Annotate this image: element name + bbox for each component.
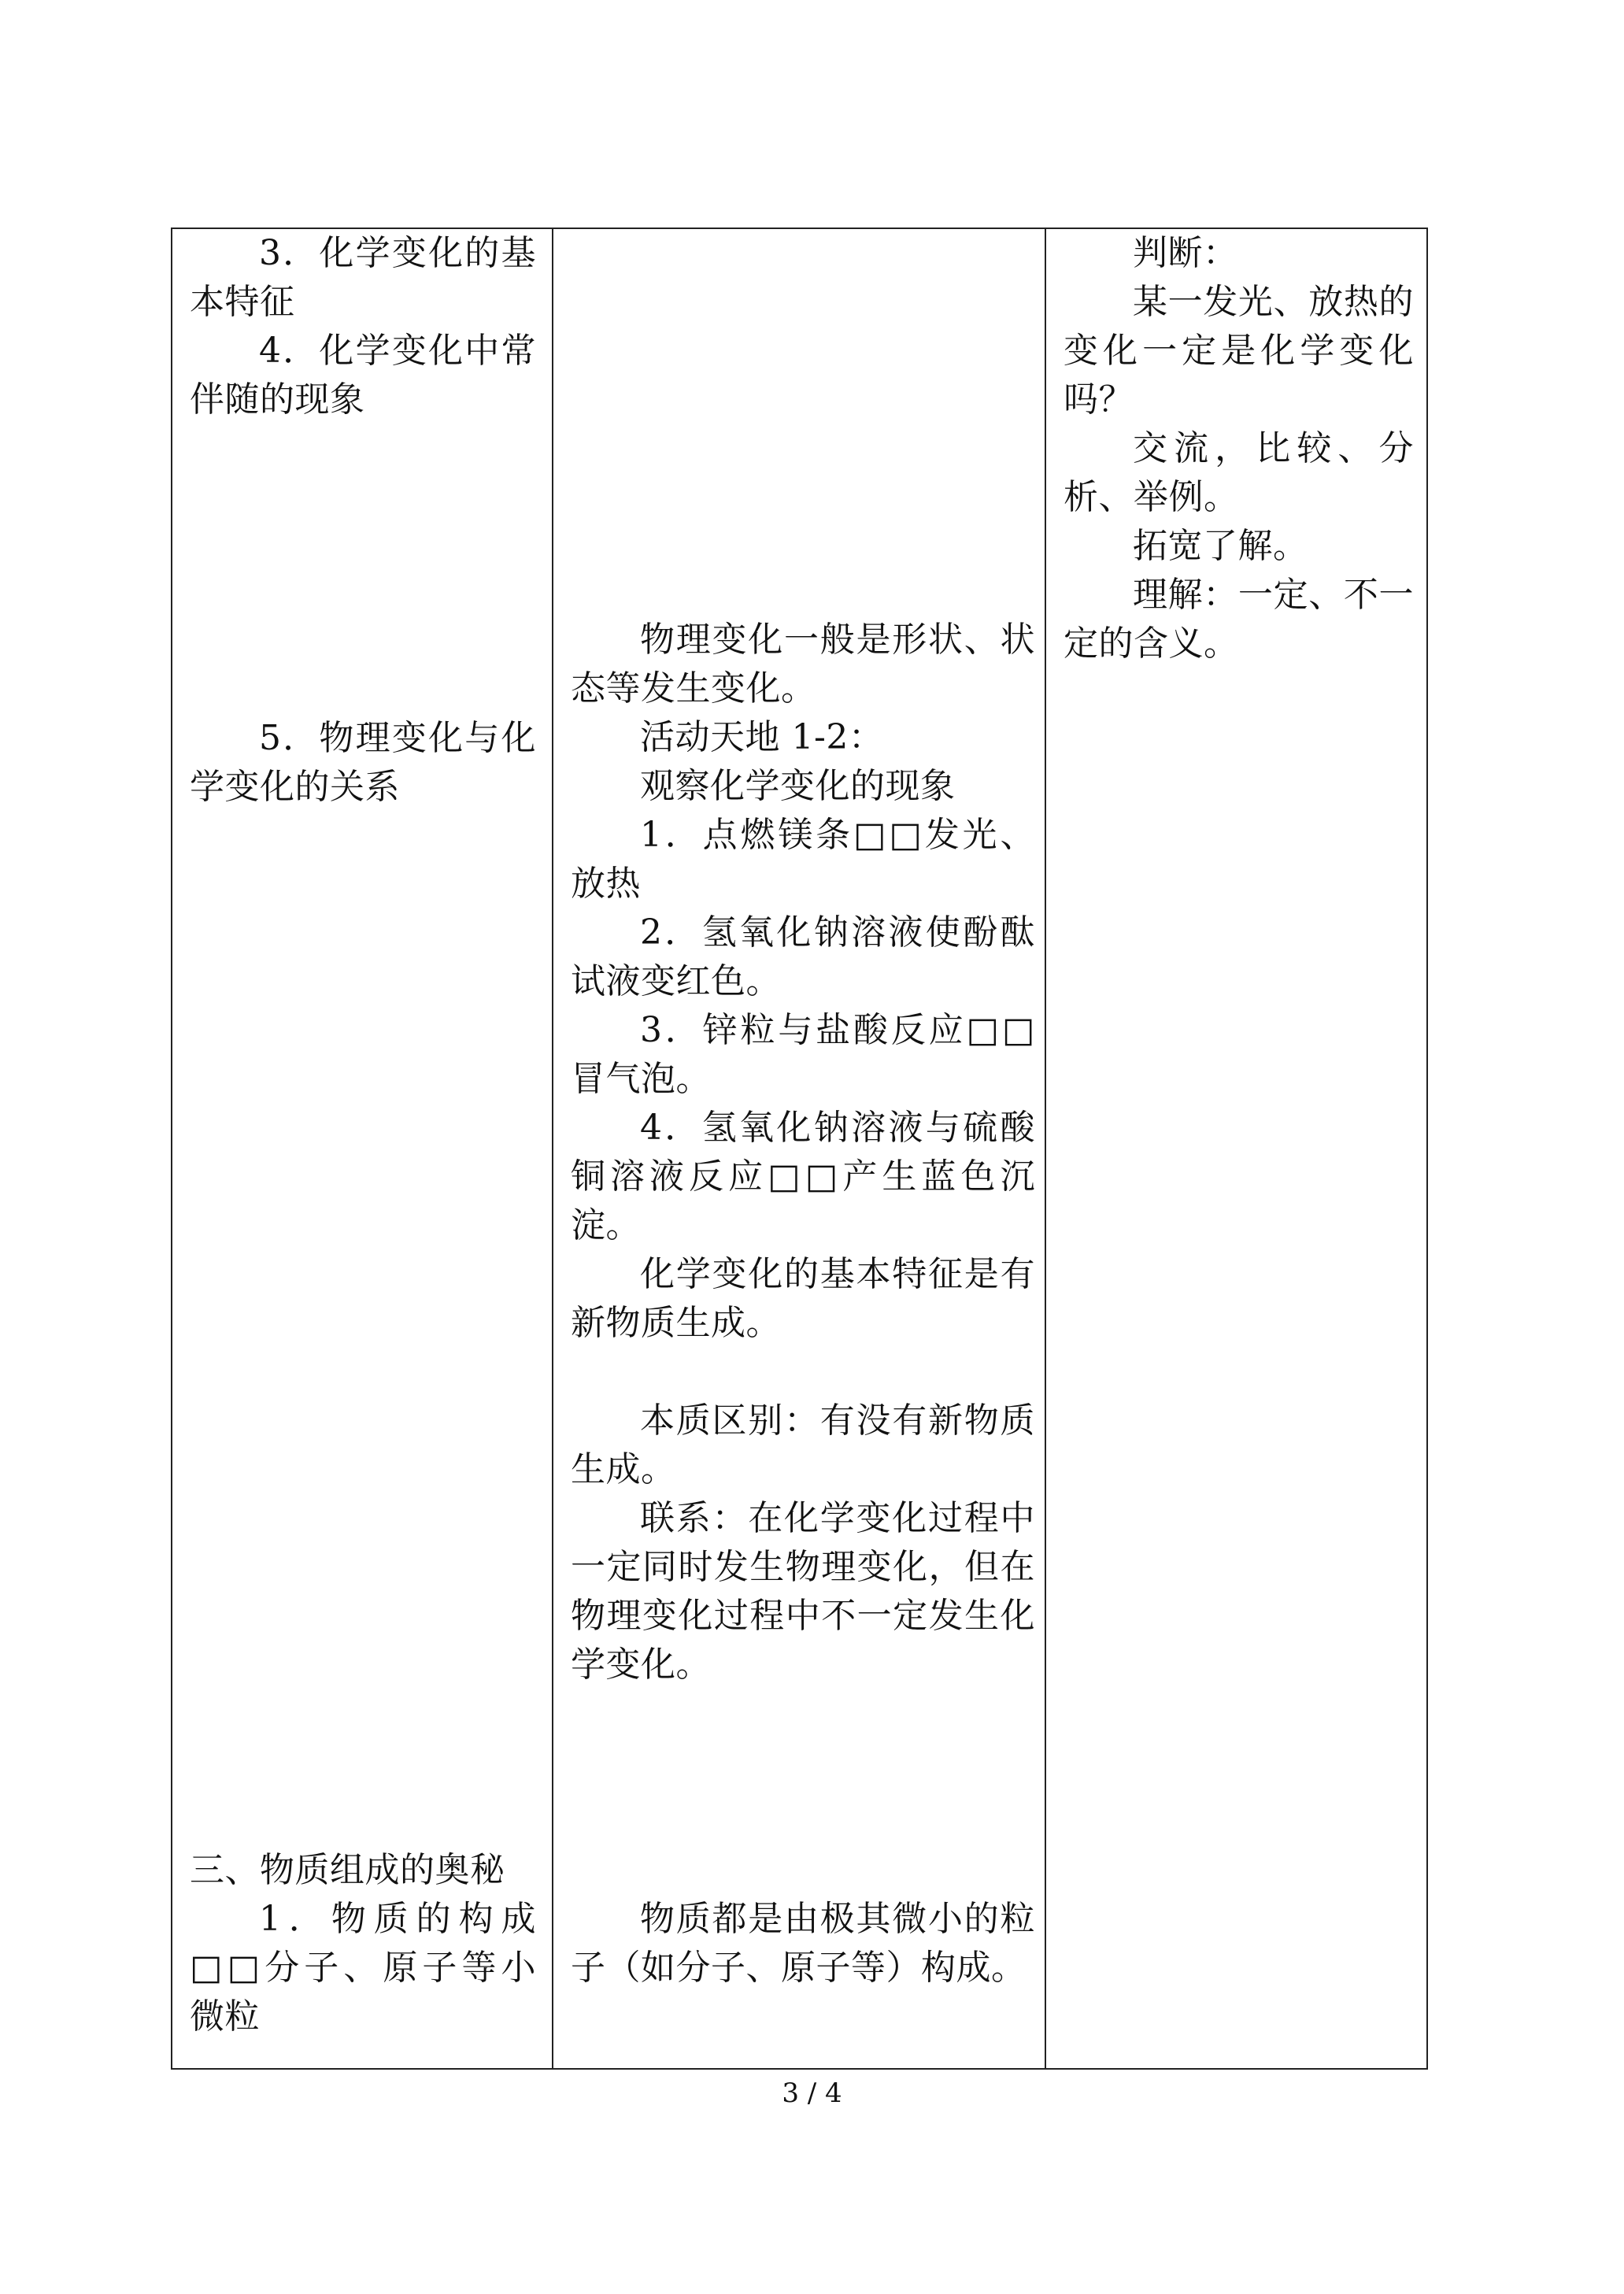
lesson-plan-table [171, 228, 1428, 2070]
content-paragraph: 2．氢氧化钠溶液使酚酞试液变红色。 [571, 912, 1035, 1001]
content-paragraph: 联系：在化学变化过程中一定同时发生物理变化，但在物理变化过程中不一定发生化学变化。 [571, 1498, 1035, 1685]
content-paragraph: 活动天地 1-2： [640, 717, 884, 757]
topic-column [172, 229, 553, 2068]
topic-block-relation [190, 714, 536, 812]
activity-column [1046, 229, 1426, 2068]
topic-item: 5．物理变化与化学变化的关系 [190, 718, 536, 807]
section-heading: 三、物质组成的奥秘 [190, 1850, 505, 1890]
spacer [571, 1348, 1035, 1397]
content-paragraph: 化学变化的基本特征是有新物质生成。 [571, 1254, 1035, 1343]
content-paragraph: 本质区别：有没有新物质生成。 [571, 1400, 1035, 1489]
activity-paragraph: 判断： [1133, 233, 1238, 273]
content-paragraph: 4．氢氧化钠溶液与硫酸铜溶液反应□□产生蓝色沉淀。 [571, 1108, 1035, 1245]
content-block-composition [571, 1895, 1035, 1992]
content-paragraph: 观察化学变化的现象 [640, 766, 956, 806]
topic-block-composition [190, 1846, 536, 2041]
activity-paragraph: 交流，比较、分析、举例。 [1064, 428, 1414, 517]
activity-paragraph: 某一发光、放热的变化一定是化学变化吗？ [1064, 282, 1414, 420]
topic-block-features [190, 229, 536, 424]
content-paragraph: 物质都是由极其微小的粒子（如分子、原子等）构成。 [571, 1899, 1035, 1988]
activity-paragraph: 拓宽了解。 [1133, 526, 1308, 566]
content-paragraph: 1．点燃镁条□□发光、放热 [571, 815, 1035, 904]
page-number: 3 / 4 [782, 2078, 842, 2109]
topic-item: 4．化学变化中常伴随的现象 [190, 331, 536, 420]
activity-paragraph: 理解：一定、不一定的含义。 [1064, 575, 1414, 664]
content-paragraph: 物理变化一般是形状、状态等发生变化。 [571, 620, 1035, 709]
topic-item: 3．化学变化的基本特征 [190, 233, 536, 322]
content-column [553, 229, 1046, 2068]
activity-block [1064, 229, 1414, 668]
topic-item: 1．物质的构成□□分子、原子等小微粒 [190, 1899, 536, 2037]
content-paragraph: 3．锌粒与盐酸反应□□冒气泡。 [571, 1010, 1035, 1099]
content-block-phenomena [571, 616, 1035, 1689]
